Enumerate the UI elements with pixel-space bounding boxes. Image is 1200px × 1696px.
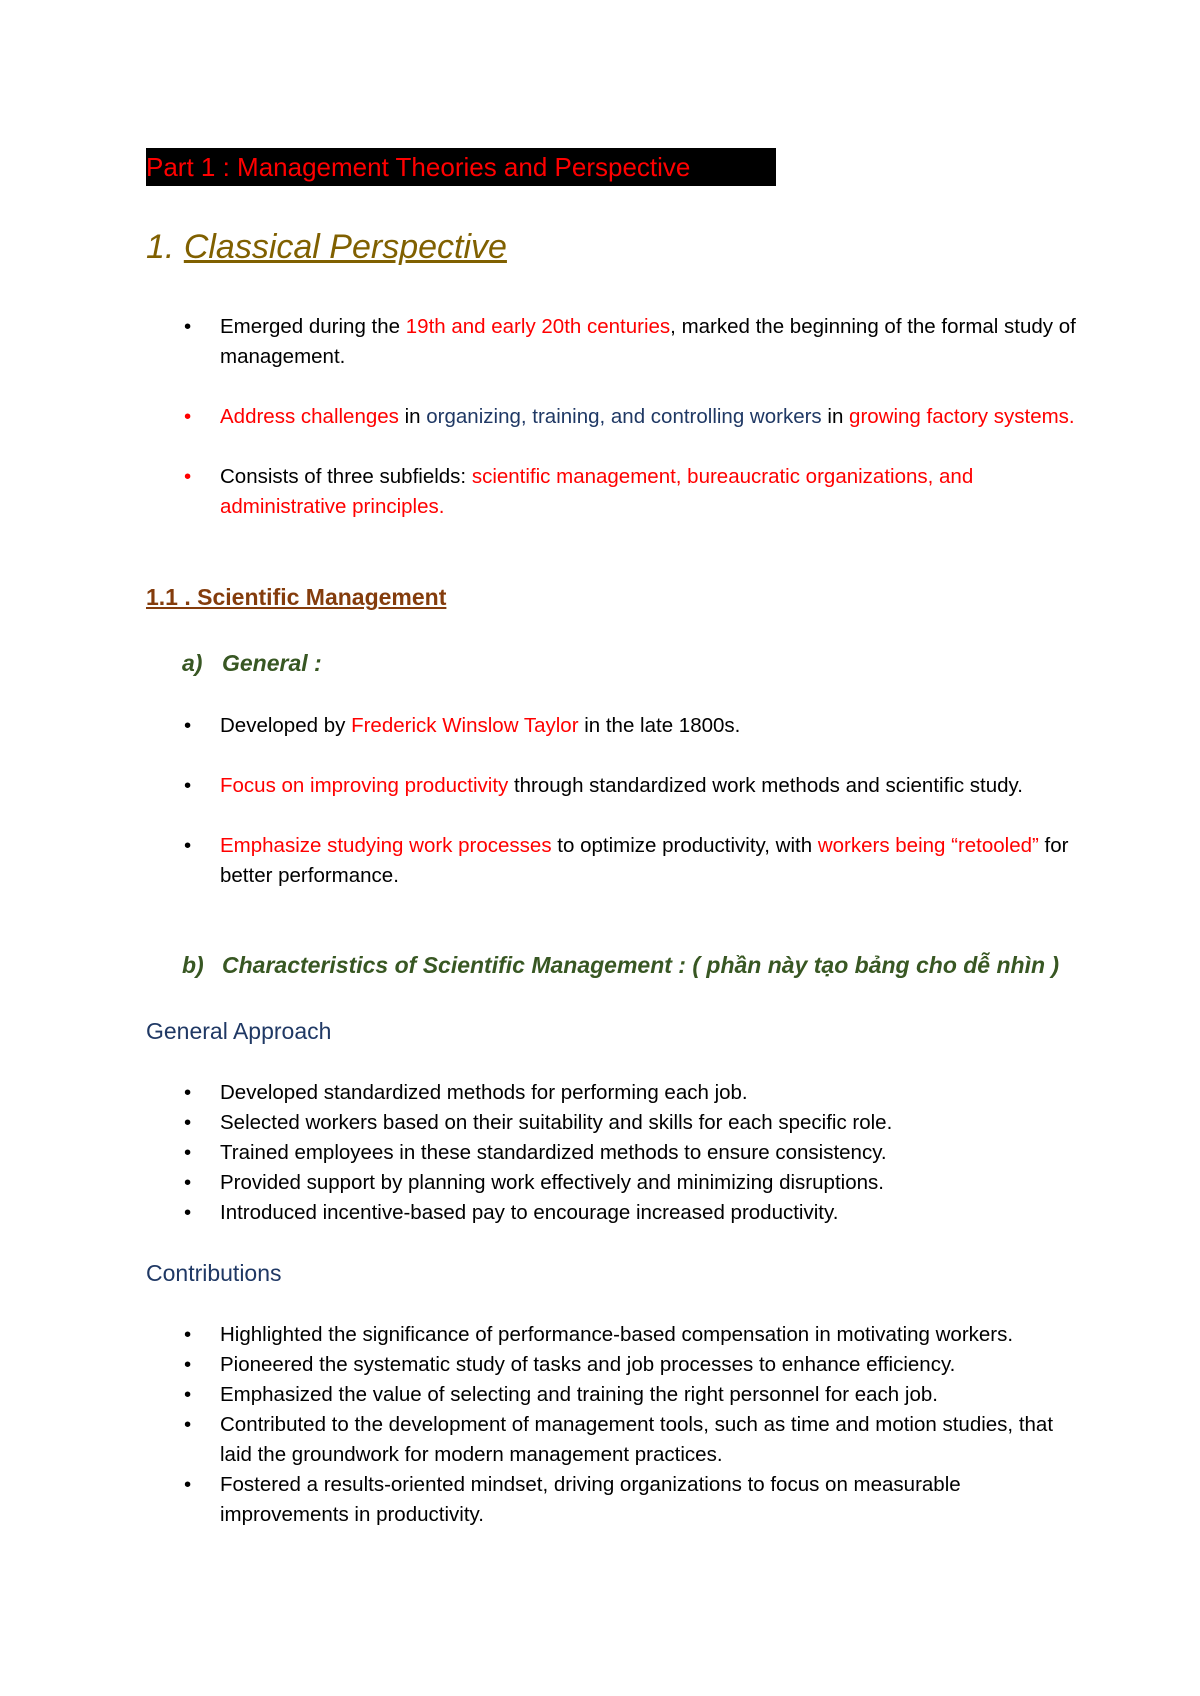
list-item-text: Provided support by planning work effectively and minimizing disruptions. [220,1171,884,1194]
list-item-text: Emphasized the value of selecting and training the right personnel for each job. [220,1383,938,1406]
list-item-text: Highlighted the significance of performance-based compensation in motivating workers. [220,1323,1014,1346]
text-segment: in [398,405,427,428]
bullet-icon: • [184,834,192,857]
text-segment: Emphasize studying work processes [220,834,552,857]
subsection-number: 1.1 [146,584,178,610]
list-item-text: Trained employees in these standardized methods to ensure consistency. [220,1141,887,1164]
text-segment: workers being “retooled” [817,834,1039,857]
general-bullet-list [146,711,1086,921]
bullet-icon: • [184,1353,192,1376]
section-heading-classical [146,228,507,267]
text-segment: in the late 1800s. [578,714,741,737]
section-number: 1. [146,228,175,266]
list-item-text: Fostered a results-oriented mindset, driving organizations to focus on measurable improvements in productivity. [220,1473,961,1526]
sub-title: Characteristics of Scientific Management : ( phần này tạo bảng cho dễ nhìn ) [222,952,1060,978]
text-segment: Consists of three subfields: [220,465,472,488]
sub-heading-general [182,650,322,677]
list-item [146,1470,1086,1530]
sub-title: General : [222,650,322,676]
bullet-icon: • [184,1111,192,1134]
list-item [146,1410,1086,1470]
list-item-text: Contributed to the development of management tools, such as time and motion studies, that laid the groundwork for modern management practices. [220,1413,1054,1466]
part-title: Part 1 : Management Theories and Perspective [146,148,776,186]
bullet-icon: • [184,1323,192,1346]
text-segment: 19th and early 20th centuries [405,315,671,338]
bullet-icon: • [184,1473,192,1496]
bullet-icon: • [184,315,192,338]
list-item [146,1138,1086,1168]
subsection-heading-scientific [146,584,446,611]
text-segment: Emerged during the [220,315,406,338]
heading-contributions: Contributions [146,1260,282,1286]
text-segment: for better performance. [220,834,1069,887]
list-item-text: Pioneered the systematic study of tasks and job processes to enhance efficiency. [220,1353,956,1376]
subsection-title: . Scientific Management [177,584,447,610]
bullet-icon: • [184,1413,192,1436]
sub-marker: b) [182,952,204,978]
list-item [146,312,1086,372]
list-item [146,771,1086,801]
bullet-icon: • [184,1383,192,1406]
list-item [146,402,1086,432]
text-segment: through standardized work methods and scientific study. [508,774,1023,797]
text-segment: in [821,405,850,428]
list-item [146,1078,1086,1108]
text-segment: growing factory systems. [849,405,1075,428]
bullet-icon: • [184,1201,192,1224]
text-segment: organizing, training, and controlling workers [426,405,822,428]
heading-general-approach: General Approach [146,1018,332,1044]
text-segment: Address challenges [220,405,399,428]
list-item [146,831,1086,891]
list-item [146,711,1086,741]
text-segment: Developed by [220,714,352,737]
bullet-icon: • [184,1171,192,1194]
general-approach-list [146,1078,1086,1228]
list-item-text: Selected workers based on their suitability and skills for each specific role. [220,1111,893,1134]
list-item [146,1198,1086,1228]
list-item [146,1380,1086,1410]
bullet-icon: • [184,1081,192,1104]
list-item-text: Developed standardized methods for performing each job. [220,1081,748,1104]
bullet-icon: • [184,405,192,428]
section-title: Classical Perspective [183,228,507,266]
classical-bullet-list [146,312,1086,552]
text-segment: , marked the beginning of the formal study of management. [220,315,1076,368]
contributions-list [146,1320,1086,1530]
list-item-text: Introduced incentive-based pay to encourage increased productivity. [220,1201,839,1224]
bullet-icon: • [184,714,192,737]
text-segment: to optimize productivity, with [551,834,818,857]
bullet-icon: • [184,774,192,797]
list-item [146,1320,1086,1350]
text-segment: Focus on improving productivity [220,774,509,797]
bullet-icon: • [184,1141,192,1164]
list-item [146,462,1086,522]
list-item [146,1350,1086,1380]
list-item [146,1168,1086,1198]
text-segment: Frederick Winslow Taylor [351,714,579,737]
list-item [146,1108,1086,1138]
text-segment: scientific management, bureaucratic organizations, and administrative principles. [220,465,974,518]
sub-heading-characteristics [182,952,1059,979]
bullet-icon: • [184,465,192,488]
sub-marker: a) [182,650,203,676]
